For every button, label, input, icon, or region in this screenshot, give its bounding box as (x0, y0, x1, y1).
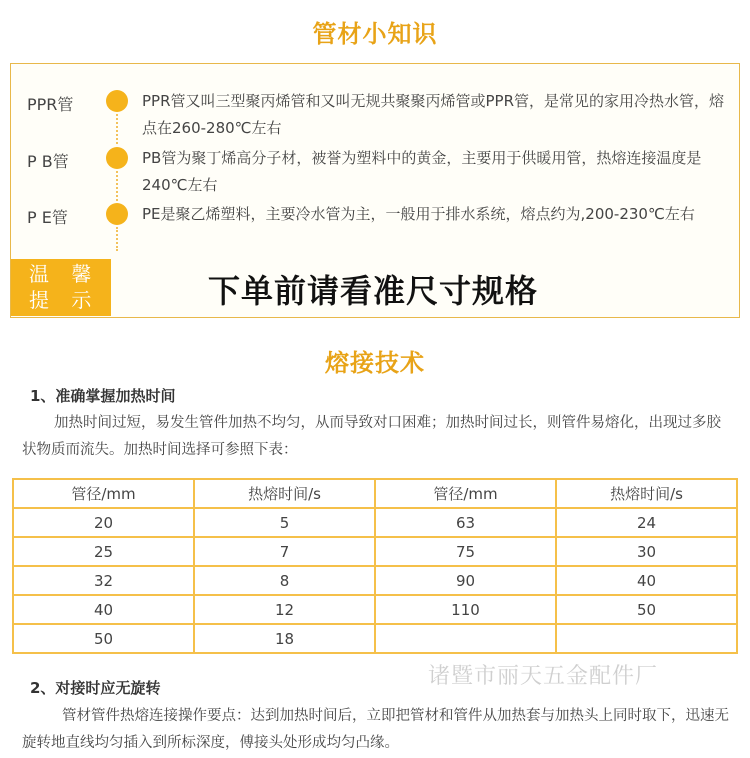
table-header: 热熔时间/s (194, 479, 375, 508)
section1-heading: 1、准确掌握加热时间 (30, 387, 176, 405)
table-row (13, 624, 737, 653)
knowledge-label: P E管 (27, 208, 68, 227)
knowledge-text: PE是聚乙烯塑料，主要冷水管为主，一般用于排水系统，熔点约为,200-230℃左右 (142, 205, 695, 223)
section2-heading: 2、对接时应无旋转 (30, 679, 161, 697)
table-cell: 5 (194, 508, 375, 537)
knowledge-text: PPR管又叫三型聚丙烯管和又叫无规共聚聚丙烯管或PPR管，是常见的家用冷热水管，熔点在260-280℃左右 (142, 92, 725, 137)
table-cell: 12 (194, 595, 375, 624)
section1-body: 加热时间过短，易发生管件加热不均匀，从而导致对口困难；加热时间过长，则管件易熔化，出现过多胶状物质而流失。加热时间选择可参照下表： (22, 415, 721, 458)
notice-message: 下单前请看准尺寸规格 (208, 272, 539, 310)
table-cell (556, 624, 737, 653)
table-cell: 50 (13, 624, 194, 653)
table-cell: 110 (375, 595, 556, 624)
knowledge-label: PPR管 (27, 95, 74, 114)
table-header: 管径/mm (375, 479, 556, 508)
table-cell: 7 (194, 537, 375, 566)
table-row (13, 566, 737, 595)
table-row (13, 508, 737, 537)
table-cell: 50 (556, 595, 737, 624)
watermark-text: 诸暨市丽天五金配件厂 (428, 664, 659, 689)
table-cell: 20 (13, 508, 194, 537)
bullet-dot-icon (106, 90, 128, 112)
tech-title: 熔接技术 (325, 349, 425, 377)
table-cell: 25 (13, 537, 194, 566)
notice-badge (11, 259, 111, 316)
knowledge-text: PB管为聚丁烯高分子材，被誉为塑料中的黄金，主要用于供暖用管，热熔连接温度是240℃左右 (142, 149, 702, 194)
notice-line1: 温 馨 (29, 262, 100, 286)
table-row (13, 537, 737, 566)
table-cell: 8 (194, 566, 375, 595)
connector-line (116, 171, 118, 201)
connector-line (116, 227, 118, 251)
table-cell: 90 (375, 566, 556, 595)
bullet-dot-icon (106, 147, 128, 169)
knowledge-title: 管材小知识 (312, 20, 438, 48)
table-header: 管径/mm (13, 479, 194, 508)
table-header: 热熔时间/s (556, 479, 737, 508)
table-cell: 18 (194, 624, 375, 653)
table-cell: 63 (375, 508, 556, 537)
table-cell: 75 (375, 537, 556, 566)
table-cell (375, 624, 556, 653)
table-cell: 32 (13, 566, 194, 595)
section2-body: 管材管件热熔连接操作要点：达到加热时间后，立即把管材和管件从加热套与加热头上同时取下，迅速无旋转地直线均匀插入到所标深度，傅接头处形成均匀凸缘。 (22, 708, 729, 751)
notice-line2: 提 示 (29, 288, 100, 312)
table-cell: 30 (556, 537, 737, 566)
table-cell: 40 (556, 566, 737, 595)
table-cell: 24 (556, 508, 737, 537)
heating-time-table (12, 478, 738, 654)
table-cell: 40 (13, 595, 194, 624)
table-row (13, 595, 737, 624)
knowledge-label: P B管 (27, 152, 69, 171)
connector-line (116, 114, 118, 144)
table-header-row (13, 479, 737, 508)
bullet-dot-icon (106, 203, 128, 225)
